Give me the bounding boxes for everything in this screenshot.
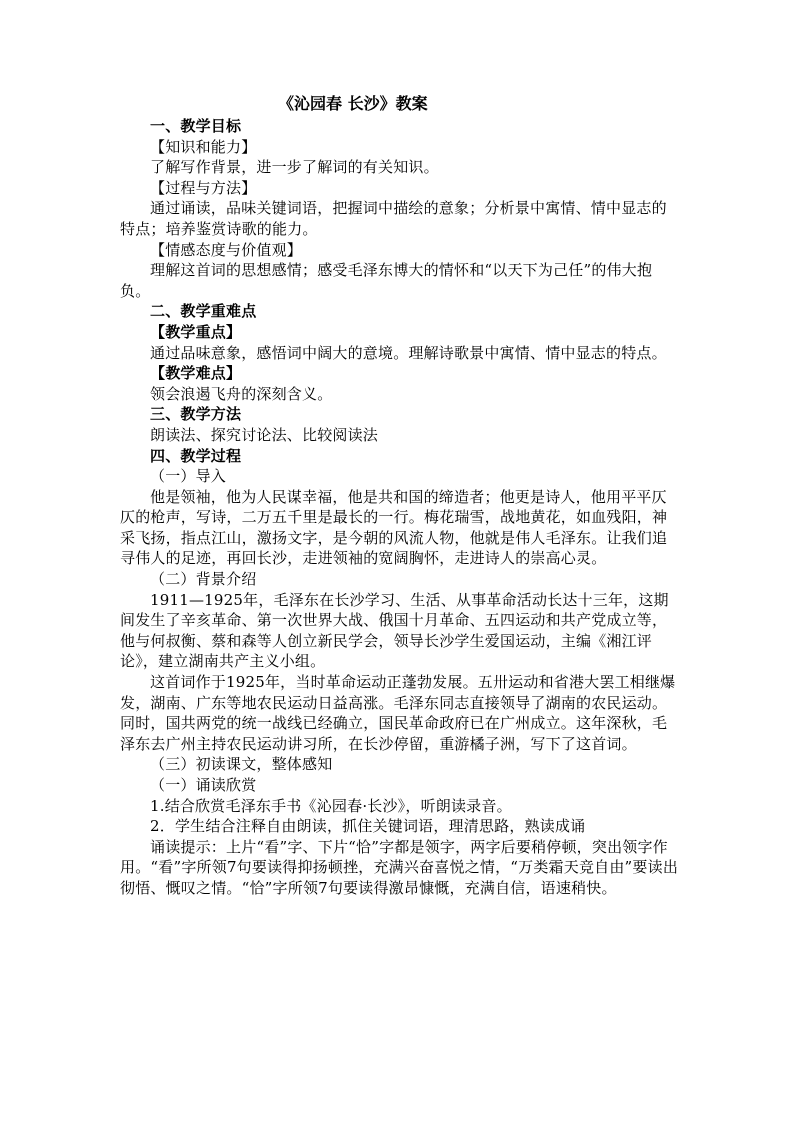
section-heading-process: 四、教学过程 — [150, 446, 242, 465]
subheading-process: 【过程与方法】 — [150, 178, 257, 197]
subheading-first-reading: （三）初读课文，整体感知 — [150, 755, 333, 774]
paragraph-methods: 朗读法、探究讨论法、比较阅读法 — [150, 425, 379, 444]
subheading-difficulty: 【教学难点】 — [150, 364, 242, 383]
subheading-recitation: （一）诵读欣赏 — [150, 776, 257, 794]
paragraph-introduction: 他是领袖，他为人民谋幸福，他是共和国的缔造者；他更是诗人，他用平平仄仄的枪声，写诗，二万五千里是最长的一行。梅花瑞雪，战地黄花，如血残阳，神采飞扬，指点江山，激扬文字，是今朝的风流人物，他就是伟人毛泽东。让我们追寻伟人的足迹，再回长沙，走进领袖的宽阔胸怀，走进诗人的崇高心灵。 — [120, 487, 668, 568]
subheading-background: （二）背景介绍 — [150, 570, 257, 589]
document-body — [120, 92, 680, 899]
document-title: 《沁园春 长沙》教案 — [278, 94, 428, 113]
section-heading-objectives: 一、教学目标 — [150, 117, 242, 135]
section-heading-key-points: 二、教学重难点 — [150, 302, 257, 321]
paragraph-background-2: 这首词作于1925年，当时革命运动正蓬勃发展。五卅运动和省港大罢工相继爆发，湖南、广东等地农民运动日益高涨。毛泽东同志直接领导了湖南的农民运动。同时，国共两党的统一战线已经确立，国民革命政府已在广州成立。这年深秋，毛泽东去广州主持农民运动讲习所，在长沙停留，重游橘子洲，写下了这首词。 — [120, 673, 676, 753]
paragraph-focus: 通过品味意象，感悟词中阔大的意境。理解诗歌景中寓情、情中显志的特点。 — [150, 343, 667, 362]
subheading-attitude: 【情感态度与价值观】 — [150, 240, 303, 259]
paragraph-background-1: 1911—1925年，毛泽东在长沙学习、生活、从事革命活动长达十三年，这期间发生了辛亥革命、第一次世界大战、俄国十月革命、五四运动和共产党成立等，他与何叔衡、蔡和森等人创立新民学会，领导长沙学生爱国运动，主编《湘江评论》，建立湖南共产主义小组。 — [120, 590, 669, 671]
paragraph-recitation-tips: 诵读提示：上片“看”字、下片“恰”字都是领字，两字后要稍停顿，突出领字作用。“看”字所领7句要读得抑扬顿挫，充满兴奋喜悦之情，“万类霜天竞自由”要读出彻悟、慨叹之情。“恰”字所领7句要读得激昂慷慨，充满自信，语速稍快。 — [120, 837, 679, 897]
paragraph-knowledge: 了解写作背景，进一步了解词的有关知识。 — [150, 158, 439, 177]
paragraph-step-1: 1.结合欣赏毛泽东手书《沁园春·长沙》，听朗读录音。 — [150, 796, 512, 815]
subheading-knowledge: 【知识和能力】 — [150, 137, 257, 156]
paragraph-attitude: 理解这首词的思想感情；感受毛泽东博大的情怀和“以天下为己任”的伟大抱负。 — [120, 261, 653, 300]
subheading-introduction: （一）导入 — [150, 467, 227, 486]
section-heading-methods: 三、教学方法 — [150, 405, 242, 424]
paragraph-difficulty: 领会浪遏飞舟的深刻含义。 — [150, 384, 333, 403]
paragraph-step-2: 2．学生结合注释自由朗读，抓住关键词语，理清思路，熟读成诵 — [150, 817, 586, 836]
subheading-focus: 【教学重点】 — [150, 322, 242, 341]
paragraph-process: 通过诵读，品味关键词语，把握词中描绘的意象；分析景中寓情、情中显志的特点；培养鉴赏诗歌的能力。 — [120, 199, 667, 238]
